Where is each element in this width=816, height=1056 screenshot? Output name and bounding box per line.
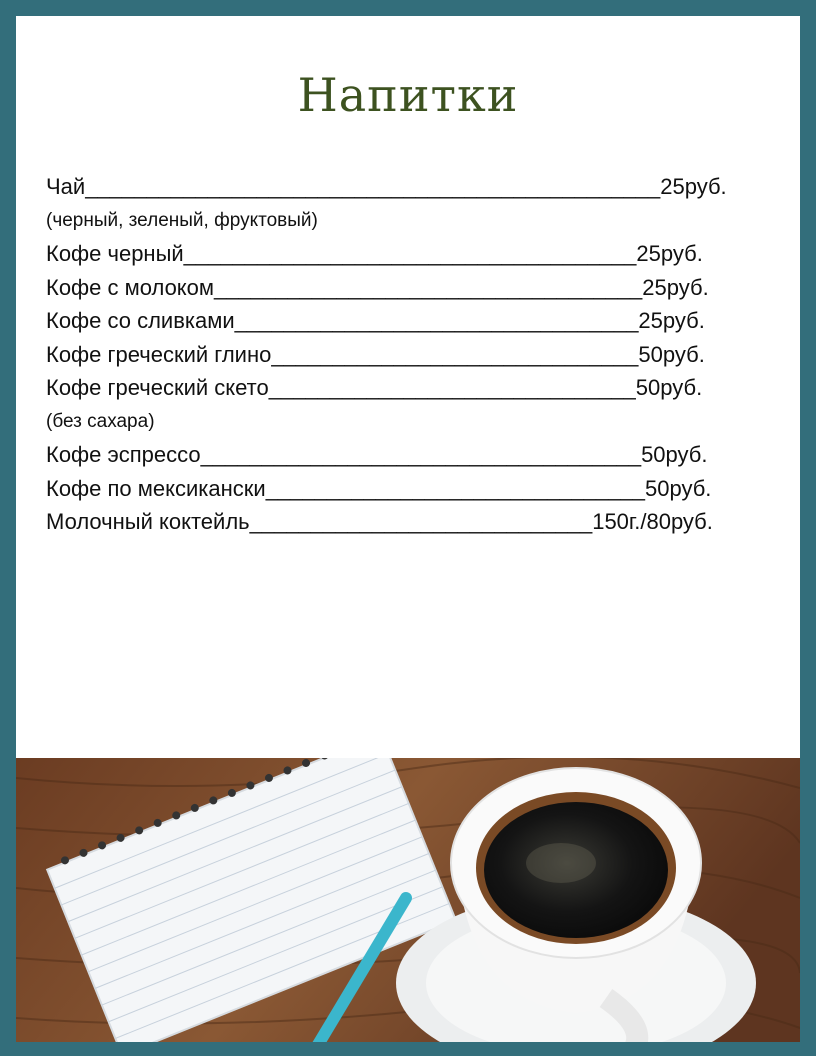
drinks-menu [46,170,786,539]
menu-page [16,16,800,758]
menu-item-espresso: Кофе эспрессо____________________________________50руб. [46,442,708,467]
menu-item-coffee-milk: Кофе с молоком___________________________________25руб. [46,274,709,300]
menu-item-greek-sketo: Кофе греческий скето______________________________50руб. [46,375,703,400]
menu-note-no-sugar: (без сахара) [46,410,155,432]
menu-item-tea: Чай_______________________________________________25руб. [46,174,727,199]
menu-note-tea-types: (черный, зеленый, фруктовый) [46,209,318,231]
menu-item-mexican-coffee: Кофе по мексикански_______________________________50руб. [46,475,712,501]
menu-item-milkshake: Молочный коктейль____________________________150г./80руб. [46,509,713,534]
menu-item-black-coffee: Кофе черный_____________________________________25руб. [46,241,703,266]
menu-item-greek-glyko: Кофе греческий глино______________________________50руб. [46,341,705,367]
coffee-photo [16,758,800,1042]
page-title: Напитки [297,68,519,122]
coffee-notebook-illustration [16,758,800,1042]
menu-item-coffee-cream: Кофе со сливками_________________________________25руб. [46,308,705,333]
